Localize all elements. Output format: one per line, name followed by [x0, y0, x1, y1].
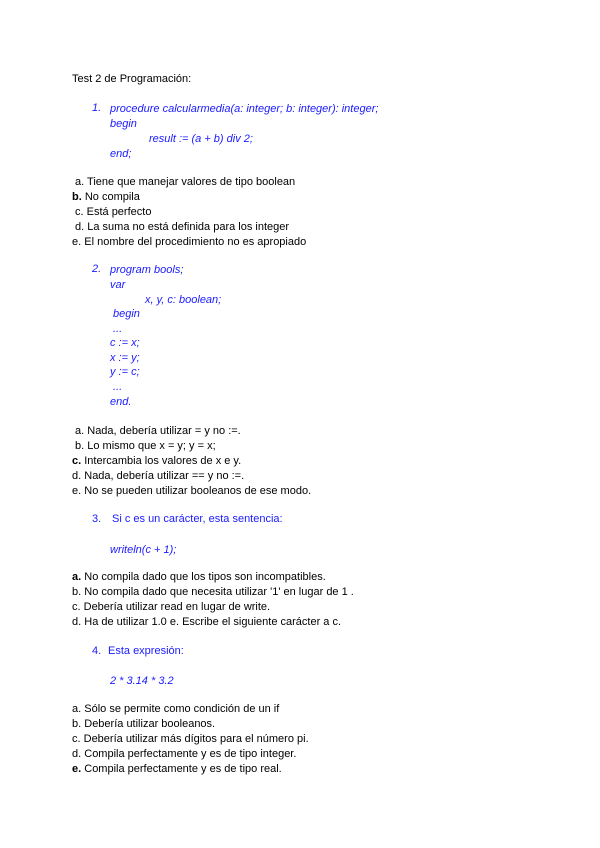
- option-3c: c. Debería utilizar read en lugar de write.: [72, 601, 271, 613]
- option-4e: e. Compila perfectamente y es de tipo real.: [72, 763, 282, 775]
- question-2-code-line-1: program bools;: [110, 264, 184, 276]
- question-3-text: Si c es un carácter, esta sentencia:: [112, 513, 283, 525]
- question-3-options: [72, 570, 354, 630]
- question-1-code-line-3: result := (a + b) div 2;: [149, 133, 253, 145]
- option-1d: d. La suma no está definida para los integer: [75, 221, 290, 233]
- question-2-code-line-2: var: [110, 279, 126, 291]
- page-title: Test 2 de Programación:: [72, 73, 192, 85]
- option-2d: d. Nada, debería utilizar == y no :=.: [72, 470, 245, 482]
- question-1-code-line-2: begin: [110, 118, 137, 130]
- question-2-code-line-3: x, y, c: boolean;: [145, 294, 222, 306]
- option-4b: b. Debería utilizar booleanos.: [72, 718, 216, 730]
- question-1-options: [72, 175, 306, 250]
- option-2e: e. No se pueden utilizar booleanos de ese modo.: [72, 485, 312, 497]
- question-3-code-line-1: writeln(c + 1);: [110, 544, 177, 556]
- question-1-code-line-4: end;: [110, 148, 132, 160]
- option-4c: c. Debería utilizar más dígitos para el número pi.: [72, 733, 309, 745]
- question-4-options: [72, 702, 309, 777]
- question-4-text: Esta expresión:: [108, 645, 184, 657]
- option-2a: a. Nada, debería utilizar = y no :=.: [75, 425, 241, 437]
- option-1b: b. No compila: [72, 191, 140, 203]
- question-2-code-line-4: begin: [113, 308, 140, 320]
- question-1-code-line-1: procedure calcularmedia(a: integer; b: integer): integer;: [110, 103, 379, 115]
- question-4-code-line-1: 2 * 3.14 * 3.2: [110, 675, 174, 687]
- question-2-code-line-5: ...: [113, 323, 123, 335]
- question-1-number: 1.: [92, 102, 102, 114]
- question-2-options: [72, 424, 311, 499]
- option-3d: d. Ha de utilizar 1.0 e. Escribe el siguiente carácter a c.: [72, 616, 342, 628]
- option-2b: b. Lo mismo que x = y; y = x;: [75, 440, 216, 452]
- option-4a: a. Sólo se permite como condición de un if: [72, 703, 280, 715]
- question-2-code-line-7: x := y;: [110, 352, 140, 364]
- option-2c: c. Intercambia los valores de x e y.: [72, 455, 242, 467]
- question-2-number: 2.: [92, 263, 102, 275]
- option-1a: a. Tiene que manejar valores de tipo boolean: [75, 176, 296, 188]
- question-2-code-line-6: c := x;: [110, 337, 140, 349]
- option-1c: c. Está perfecto: [75, 206, 152, 218]
- question-2-code-line-10: end.: [110, 396, 132, 408]
- option-1e: e. El nombre del procedimiento no es apropiado: [72, 236, 307, 248]
- question-4-number: 4.: [92, 645, 102, 657]
- question-2-code-line-8: y := c;: [110, 366, 140, 378]
- option-4d: d. Compila perfectamente y es de tipo integer.: [72, 748, 297, 760]
- question-3-number: 3.: [92, 513, 102, 525]
- question-2-code-line-9: ...: [113, 381, 123, 393]
- option-3a: a. No compila dado que los tipos son incompatibles.: [72, 571, 326, 583]
- option-3b: b. No compila dado que necesita utilizar '1' en lugar de 1 .: [72, 586, 354, 598]
